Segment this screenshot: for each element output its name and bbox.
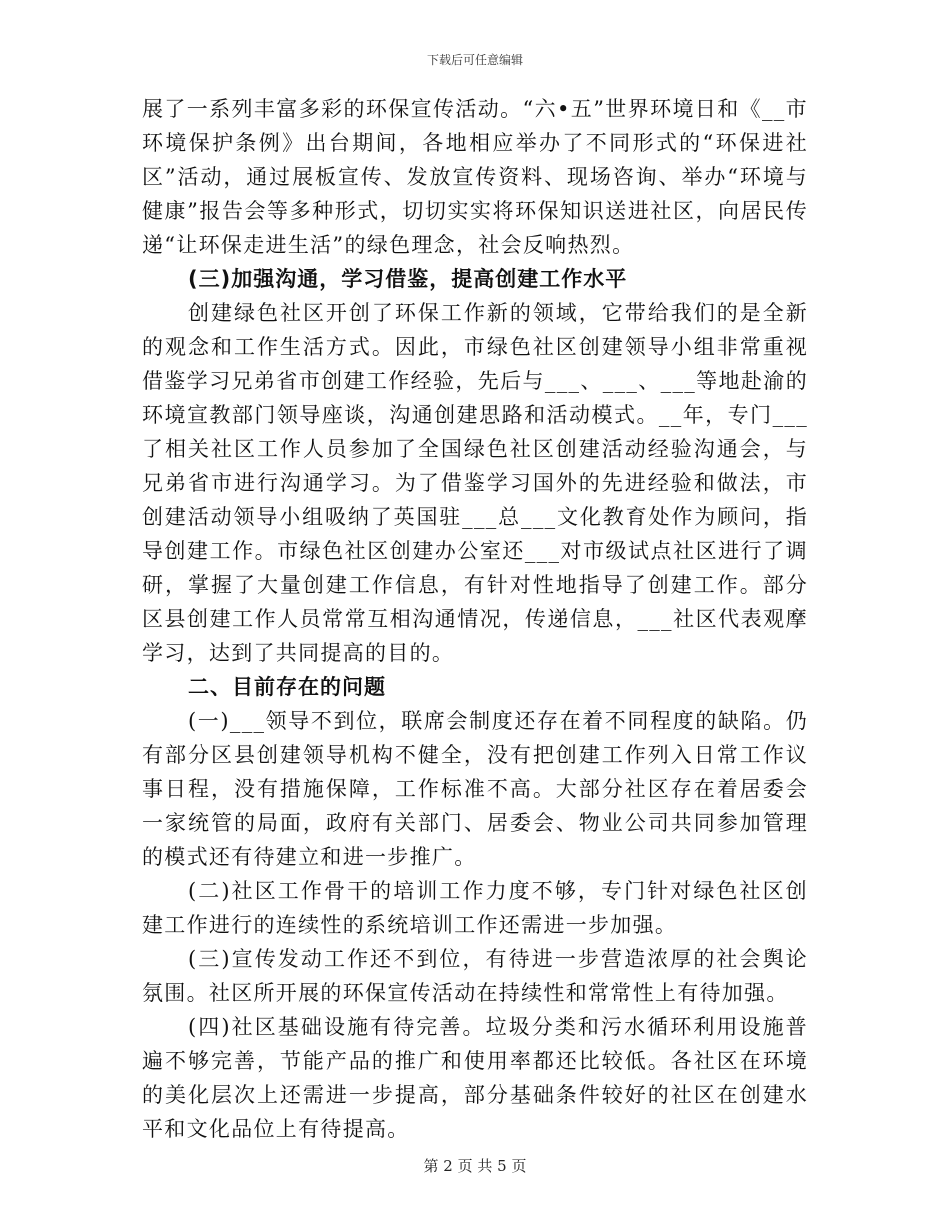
page-number: 第 2 页 共 5 页	[423, 1157, 527, 1175]
section-heading-communication: (三)加强沟通，学习借鉴，提高创建工作水平	[188, 267, 628, 291]
section-heading-problems: 二、目前存在的问题	[188, 675, 386, 699]
paragraph-problem-4: (四)社区基础设施有待完善。垃圾分类和污水循环利用设施普遍不够完善，节能产品的推广和使用率都还比较低。各社区在环境的美化层次上还需进一步提高，部分基础条件较好的社区在创建水平和文化品位上有待提高。	[142, 1015, 808, 1141]
paragraph-continuation: 展了一系列丰富多彩的环保宣传活动。“六•五”世界环境日和《__市环境保护条例》出台期间，各地相应举办了不同形式的“环保进社区”活动，通过展板宣传、发放宣传资料、现场咨询、举办“环境与健康”报告会等多种形式，切切实实将环保知识送进社区，向居民传递“让环保走进生活”的绿色理念，社会反响热烈。	[142, 97, 808, 257]
paragraph-communication: 创建绿色社区开创了环保工作新的领域，它带给我们的是全新的观念和工作生活方式。因此，市绿色社区创建领导小组非常重视借鉴学习兄弟省市创建工作经验，先后与___、___、___等地赴渝的环境宣教部门领导座谈，沟通创建思路和活动模式。__年，专门___了相关社区工作人员参加了全国绿色社区创建活动经验沟通会，与兄弟省市进行沟通学习。为了借鉴学习国外的先进经验和做法，市创建活动领导小组吸纳了英国驻___总___文化教育处作为顾问，指导创建工作。市绿色社区创建办公室还___对市级试点社区进行了调研，掌握了大量创建工作信息，有针对性地指导了创建工作。部分区县创建工作人员常常互相沟通情况，传递信息，___社区代表观摩学习，达到了共同提高的目的。	[142, 301, 808, 665]
page-header: 下载后可任意编辑	[426, 53, 523, 67]
paragraph-problem-3: (三)宣传发动工作还不到位，有待进一步营造浓厚的社会舆论氛围。社区所开展的环保宣传活动在持续性和常常性上有待加强。	[142, 947, 808, 1005]
document-body	[142, 92, 808, 1146]
paragraph-problem-1: (一)___领导不到位，联席会制度还存在着不同程度的缺陷。仍有部分区县创建领导机构不健全，没有把创建工作列入日常工作议事日程，没有措施保障，工作标准不高。大部分社区存在着居委会一家统管的局面，政府有关部门、居委会、物业公司共同参加管理的模式还有待建立和进一步推广。	[142, 709, 808, 869]
paragraph-problem-2: (二)社区工作骨干的培训工作力度不够，专门针对绿色社区创建工作进行的连续性的系统培训工作还需进一步加强。	[142, 879, 808, 937]
